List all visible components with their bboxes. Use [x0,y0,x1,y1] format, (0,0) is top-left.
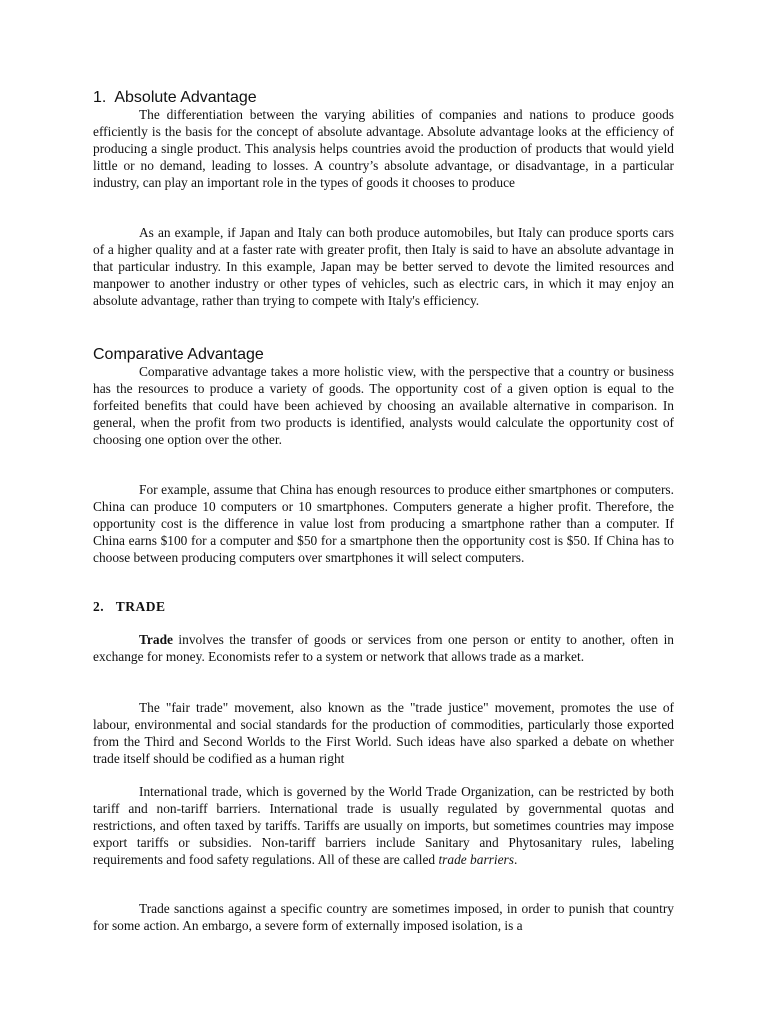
section-2-heading [93,599,166,615]
trade-barriers-end: . [513,851,518,867]
section-1-heading [93,89,257,107]
trade-paragraph-3 [93,784,674,869]
absolute-advantage-paragraph-2: As an example, if Japan and Italy can both produce automobiles, but Italy can produce sports cars of a higher quality and at a faster rate with greater profit, then Italy is said to have an absolute advantage in that particular industry. In this example, Japan may be better served to devote the limited resources and manpower to another industry or other types of vehicles, such as electric cars, in which it may enjoy an absolute advantage, rather than trying to compete with Italy's efficiency. [93,225,674,308]
trade-barriers-term: trade barriers [438,851,514,867]
trade-paragraph-4: Trade sanctions against a specific country are sometimes imposed, in order to punish that country for some action. An embargo, a severe form of externally imposed isolation, is a [93,901,674,933]
trade-definition: involves the transfer of goods or services from one person or entity to another, often in exchange for money. Economists refer to a system or network that allows trade as a market. [93,632,674,664]
trade-term: Trade [139,632,173,647]
section-1-number: 1. [93,89,107,106]
section-2-title: TRADE [115,599,166,614]
section-2-number: 2. [93,599,105,614]
trade-barriers-text: International trade, which is governed by the World Trade Organization, can be restricted by both tariff and non-tariff barriers. International trade is usually regulated by governmental quotas and restrictions, and often taxed by tariffs. Tariffs are usually on imports, but sometimes countries may impose export tariffs or subsidies. Non-tariff barriers include Sanitary and Phytosanitary rules, labeling requirements and food safety regulations. All of these are called [93,784,674,867]
section-1-title: Absolute Advantage [114,89,257,106]
absolute-advantage-paragraph-1: The differentiation between the varying abilities of companies and nations to produce goods efficiently is the basis for the concept of absolute advantage. Absolute advantage looks at the efficiency of producing a single product. This analysis helps countries avoid the production of products that would yield little or no demand, leading to losses. A country’s absolute advantage, or disadvantage, in a particular industry, can play an important role in the types of goods it chooses to produce [93,107,674,190]
comparative-advantage-paragraph-1: Comparative advantage takes a more holistic view, with the perspective that a country or business has the resources to produce a variety of goods. The opportunity cost of a given option is equal to the forfeited benefits that could have been achieved by choosing an available alternative in comparison. In general, when the profit from two products is identified, analysts would calculate the opportunity cost of choosing one option over the other. [93,364,674,447]
trade-paragraph-1 [93,632,674,666]
comparative-advantage-heading: Comparative Advantage [93,346,264,363]
comparative-advantage-paragraph-2: For example, assume that China has enough resources to produce either smartphones or computers. China can produce 10 computers or 10 smartphones. Computers generate a higher profit. Therefore, the opportunity cost is the difference in value lost from producing a smartphone rather than a computer. If China earns $100 for a computer and $50 for a smartphone then the opportunity cost is $50. If China has to choose between producing computers over smartphones it will select computers. [93,482,674,565]
trade-paragraph-2: The "fair trade" movement, also known as the "trade justice" movement, promotes the use of labour, environmental and social standards for the production of commodities, particularly those exported from the Third and Second Worlds to the First World. Such ideas have also sparked a debate on whether trade itself should be codified as a human right [93,700,674,766]
